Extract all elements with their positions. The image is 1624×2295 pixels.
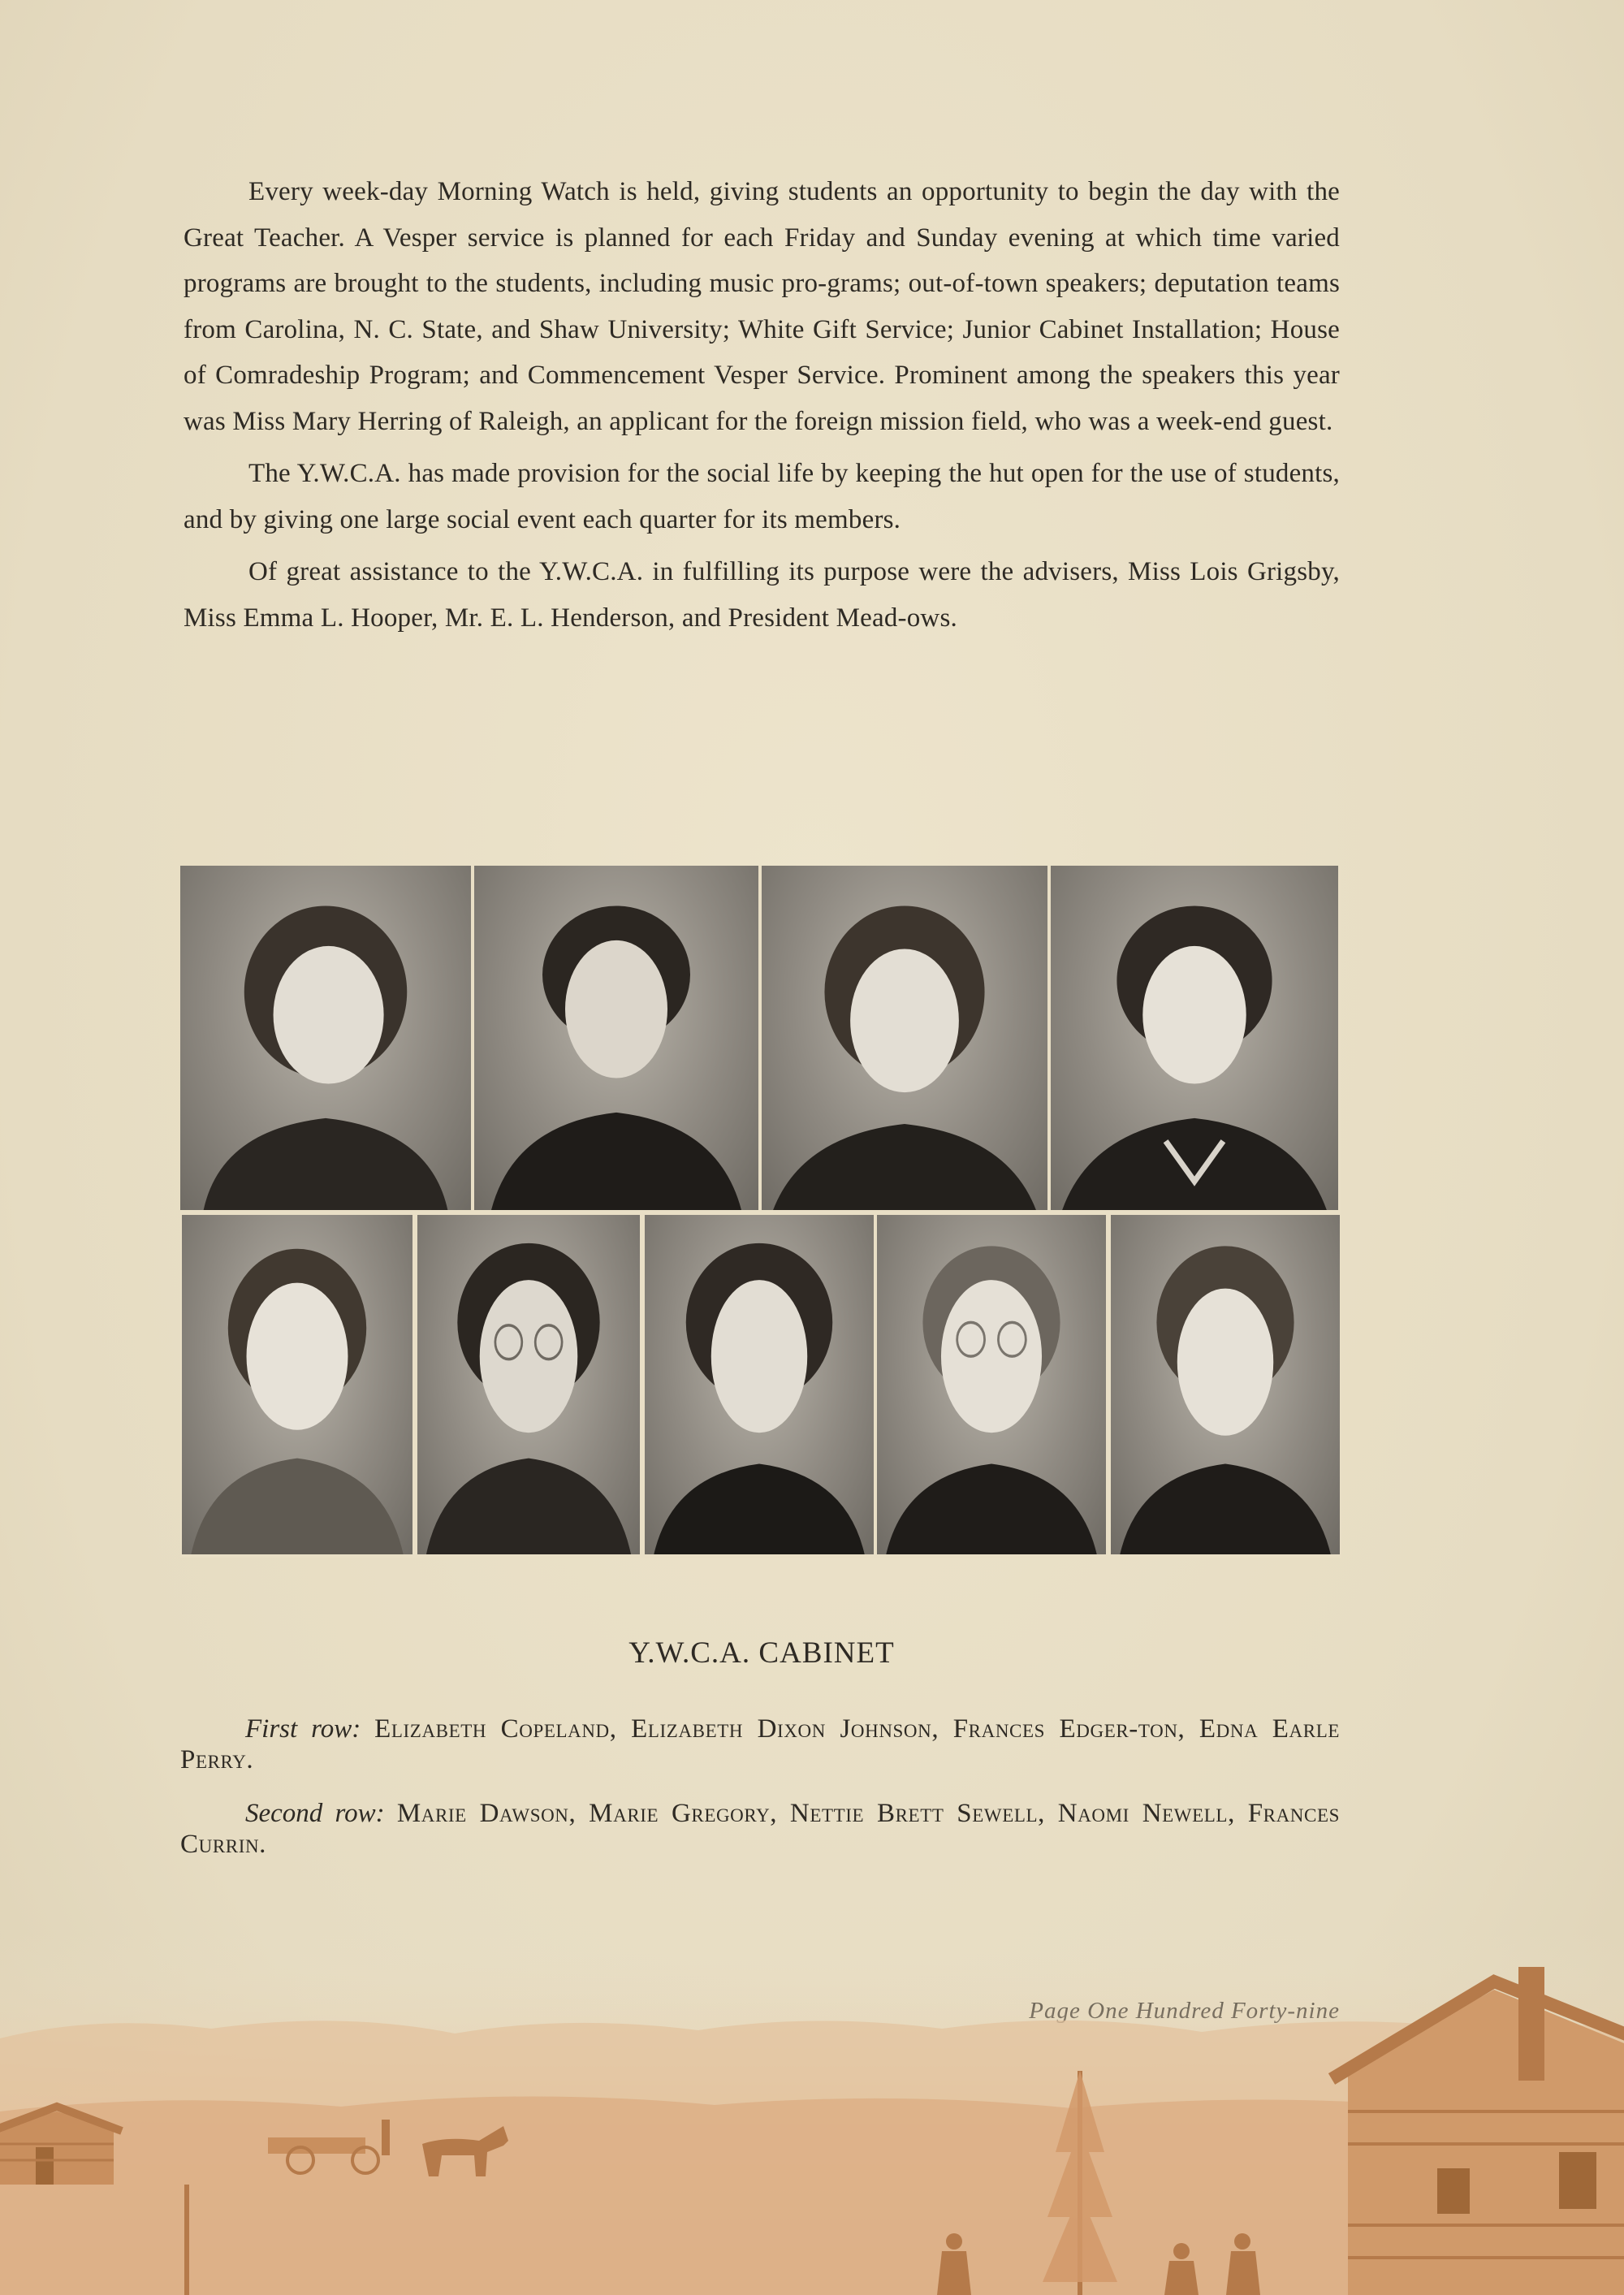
rural-landscape-illustration <box>0 1933 1624 2295</box>
paragraph-social-life: The Y.W.C.A. has made provision for the social life by keeping the hut open for the use of students, and by giving one large social event each quarter for its members. <box>184 459 1340 534</box>
portrait-first-row-3 <box>762 866 1047 1210</box>
paragraph-morning-watch: Every week-day Morning Watch is held, giving students an opportunity to begin the day with the Great Teacher. A Vesper service is planned for each Friday and Sunday evening at which time varied programs are brought to the students, including music pro-grams; out-of-town speakers; deputation teams from Carolina, N. C. State, and Shaw University; White Gift Service; Junior Cabinet Installation; House of Comradeship Program; and Commencement Vesper Service. Prominent among the speakers this year was Miss Mary Herring of Raleigh, an applicant for the foreign mission field, who was a week-end guest. <box>184 177 1340 436</box>
portrait-first-row-1 <box>180 866 471 1210</box>
second-row-list: Marie Dawson, Marie Gregory, Nettie Brett Sewell, Naomi Newell, Frances Currin. <box>180 1799 1340 1859</box>
first-row-list: Elizabeth Copeland, Elizabeth Dixon Johnson, Frances Edger-ton, Edna Earle Perry. <box>180 1714 1341 1774</box>
portrait-second-row-4 <box>877 1215 1106 1554</box>
portrait-second-row-1 <box>182 1215 412 1554</box>
portrait-first-row-2 <box>474 866 758 1210</box>
paragraph-advisers: Of great assistance to the Y.W.C.A. in fulfilling its purpose were the advisers, Miss Lois Grigsby, Miss Emma L. Hooper, Mr. E. L. Henderson, and President Mead-ows. <box>184 557 1340 633</box>
first-row-names <box>180 1714 1340 1775</box>
portrait-second-row-2 <box>417 1215 640 1554</box>
first-row-label: First row: <box>245 1714 361 1744</box>
body-text <box>184 169 1340 647</box>
cabinet-photo-grid <box>180 866 1341 1558</box>
portrait-second-row-3 <box>645 1215 874 1554</box>
portrait-first-row-4 <box>1051 866 1338 1210</box>
portrait-second-row-5 <box>1111 1215 1340 1554</box>
second-row-names <box>180 1798 1340 1860</box>
second-row-label: Second row: <box>245 1799 385 1828</box>
caption-title: Y.W.C.A. CABINET <box>628 1636 895 1670</box>
